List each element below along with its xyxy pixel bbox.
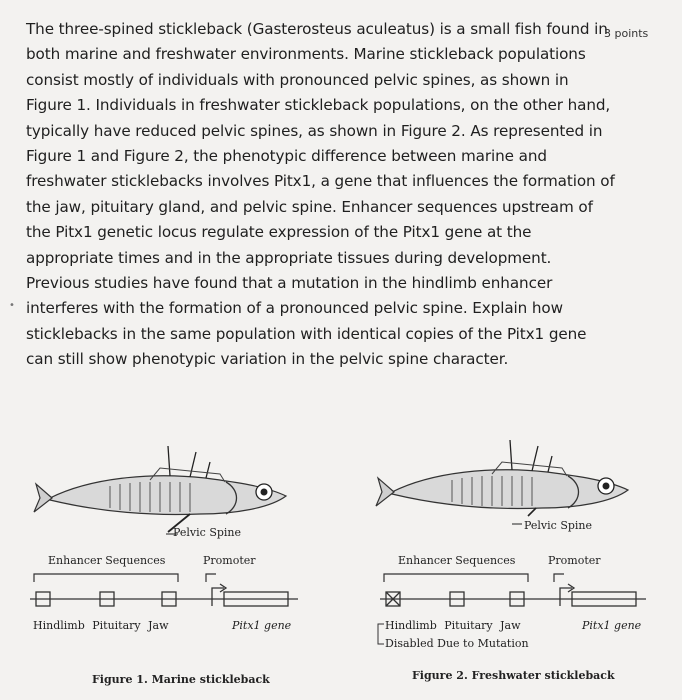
fig1-promoter-label: Promoter	[203, 554, 256, 567]
fig1-pelvic-spine-label: Pelvic Spine	[173, 526, 242, 539]
fig1-enhancer-label: Enhancer Sequences	[48, 554, 166, 567]
fig2-pelvic-spine-label: Pelvic Spine	[524, 519, 593, 532]
fig1-enhancer-names: Hindlimb Pituitary Jaw	[33, 619, 169, 632]
fig2-gene-label: Pitx1 gene	[582, 619, 642, 632]
fig2-promoter-label: Promoter	[548, 554, 601, 567]
points-label: 3 points	[604, 27, 649, 40]
fig1-caption: Figure 1. Marine stickleback	[92, 673, 270, 686]
freshwater-fish-illustration	[372, 432, 642, 542]
marine-fish-illustration	[30, 438, 300, 548]
fig2-enhancer-names: Hindlimb Pituitary Jaw	[385, 619, 521, 632]
question-text: The three-spined stickleback (Gasterosteus aculeatus) is a small fish found in both marine and freshwater environments. Marine stickleback populations consist mostly of individuals with pronounced pelvic spines, as shown in Figure 1. Individuals in freshwater stickleback populations, on the other hand, typically have reduced pelvic spines, as shown in Figure 2. As represented in Figure 1 and Figure 2, the phenotypic difference between marine and freshwater sticklebacks involves Pitx1, a gene that influences the formation of the jaw, pituitary gland, and pelvic spine. Enhancer sequences upstream of the Pitx1 genetic locus regulate expression of the Pitx1 gene at the appropriate times and in the appropriate tissues during development. Previous studies have found that a mutation in the hindlimb enhancer interferes with the formation of a pronounced pelvic spine. Explain how sticklebacks in the same population with identical copies of the Pitx1 gene can still show phenotypic variation in the pelvic spine character.	[26, 20, 615, 369]
bullet-marker: •	[9, 300, 15, 311]
fig1-gene-label: Pitx1 gene	[232, 619, 292, 632]
fig2-enhancer-label: Enhancer Sequences	[398, 554, 516, 567]
fig2-disabled-note: Disabled Due to Mutation	[385, 637, 529, 650]
fig1-gene-diagram	[28, 568, 308, 618]
fig2-caption: Figure 2. Freshwater stickleback	[412, 669, 615, 682]
fig2-gene-diagram	[378, 568, 658, 618]
